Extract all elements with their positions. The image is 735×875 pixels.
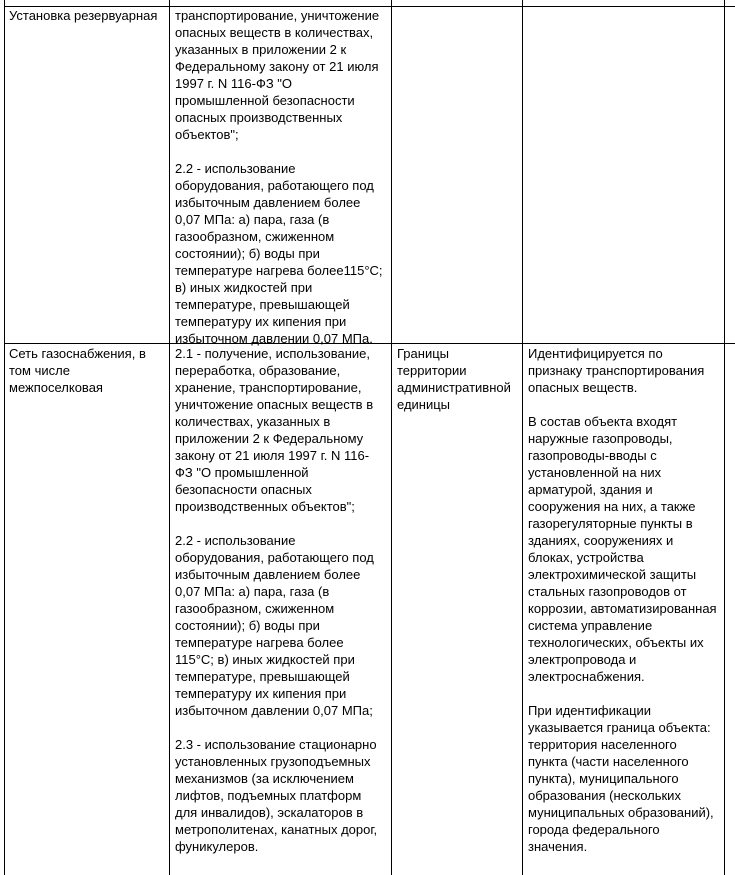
row2-criteria-para1: 2.1 - получение, использование, переработка, образование, хранение, транспортирование, уничтожение опасных веществ в количествах, указанных в приложении 2 к Федеральному закону от 21 июля 1997 г. N 116- ФЗ "О промышленной безопасности опасных производственных объектов"; [175, 346, 374, 514]
column-divider [391, 0, 392, 875]
row1-object-cell [9, 7, 157, 24]
row2-object-cell [9, 345, 146, 396]
column-divider [169, 0, 170, 875]
row2-criteria-para3: 2.3 - использование стационарно установленных грузоподъемных механизмов (за исключением лифтов, подъемных платформ для инвалидов), эскалаторов в метрополитенах, канатных дорог, фуникулеров. [175, 737, 378, 854]
table-border-left [4, 0, 5, 875]
row2-note-para2: В состав объекта входят наружные газопроводы, газопроводы-вводы с установленной на них арматурой, здания и сооружения на них, а также газорегуляторные пункты в зданиях, сооружениях и блоках, устройства электрохимической защиты стальных газопроводов от коррозии, автоматизированная система управление технологических, объекты их электропровода и электроснабжения. [528, 414, 717, 684]
column-divider [724, 0, 725, 875]
row2-note-cell [528, 345, 717, 855]
row1-criteria-para2: 2.2 - использование оборудования, работающего под избыточным давлением более 0,07 МПа: а) пара, газа (в газообразном, сжиженном состоянии); б) воды при температуре нагрева более115°С; в) иных жидкостей при температуре, превышающей температуру их кипения при избыточном давлении 0,07 МПа. [175, 161, 383, 346]
row2-object-line: межпоселковая [9, 380, 103, 395]
row2-object-line: том числе [9, 363, 70, 378]
row2-boundary-cell: Границы территории административной единицы [397, 346, 511, 412]
row2-object-line: Сеть газоснабжения, в [9, 346, 146, 361]
row2-criteria-cell [175, 345, 377, 855]
row1-criteria-cell [175, 7, 383, 347]
row2-note-para3: При идентификации указывается граница объекта: территория населенного пункта (части населенного пункта), муниципального образования (нескольких муниципальных образований), города федерального значения. [528, 703, 714, 854]
row1-criteria-para1: транспортирование, уничтожение опасных веществ в количествах, указанных в приложении 2 к Федеральному закону от 21 июля 1997 г. N 116-ФЗ "О промышленной безопасности опасных производственных объектов"; [175, 8, 380, 142]
column-divider [522, 0, 523, 875]
row2-note-para1: Идентифицируется по признаку транспортирования опасных веществ. [528, 346, 705, 395]
row1-object: Установка резервуарная [9, 8, 158, 23]
row2-criteria-para2: 2.2 - использование оборудования, работающего под избыточным давлением более 0,07 МПа: а) пара, газа (в газообразном, сжиженном состоянии); б) воды при температуре нагрева более 115°С; в) иных жидкостей при температуре, превышающей температуру их кипения при избыточном давлении 0,07 МПа; [175, 533, 374, 718]
